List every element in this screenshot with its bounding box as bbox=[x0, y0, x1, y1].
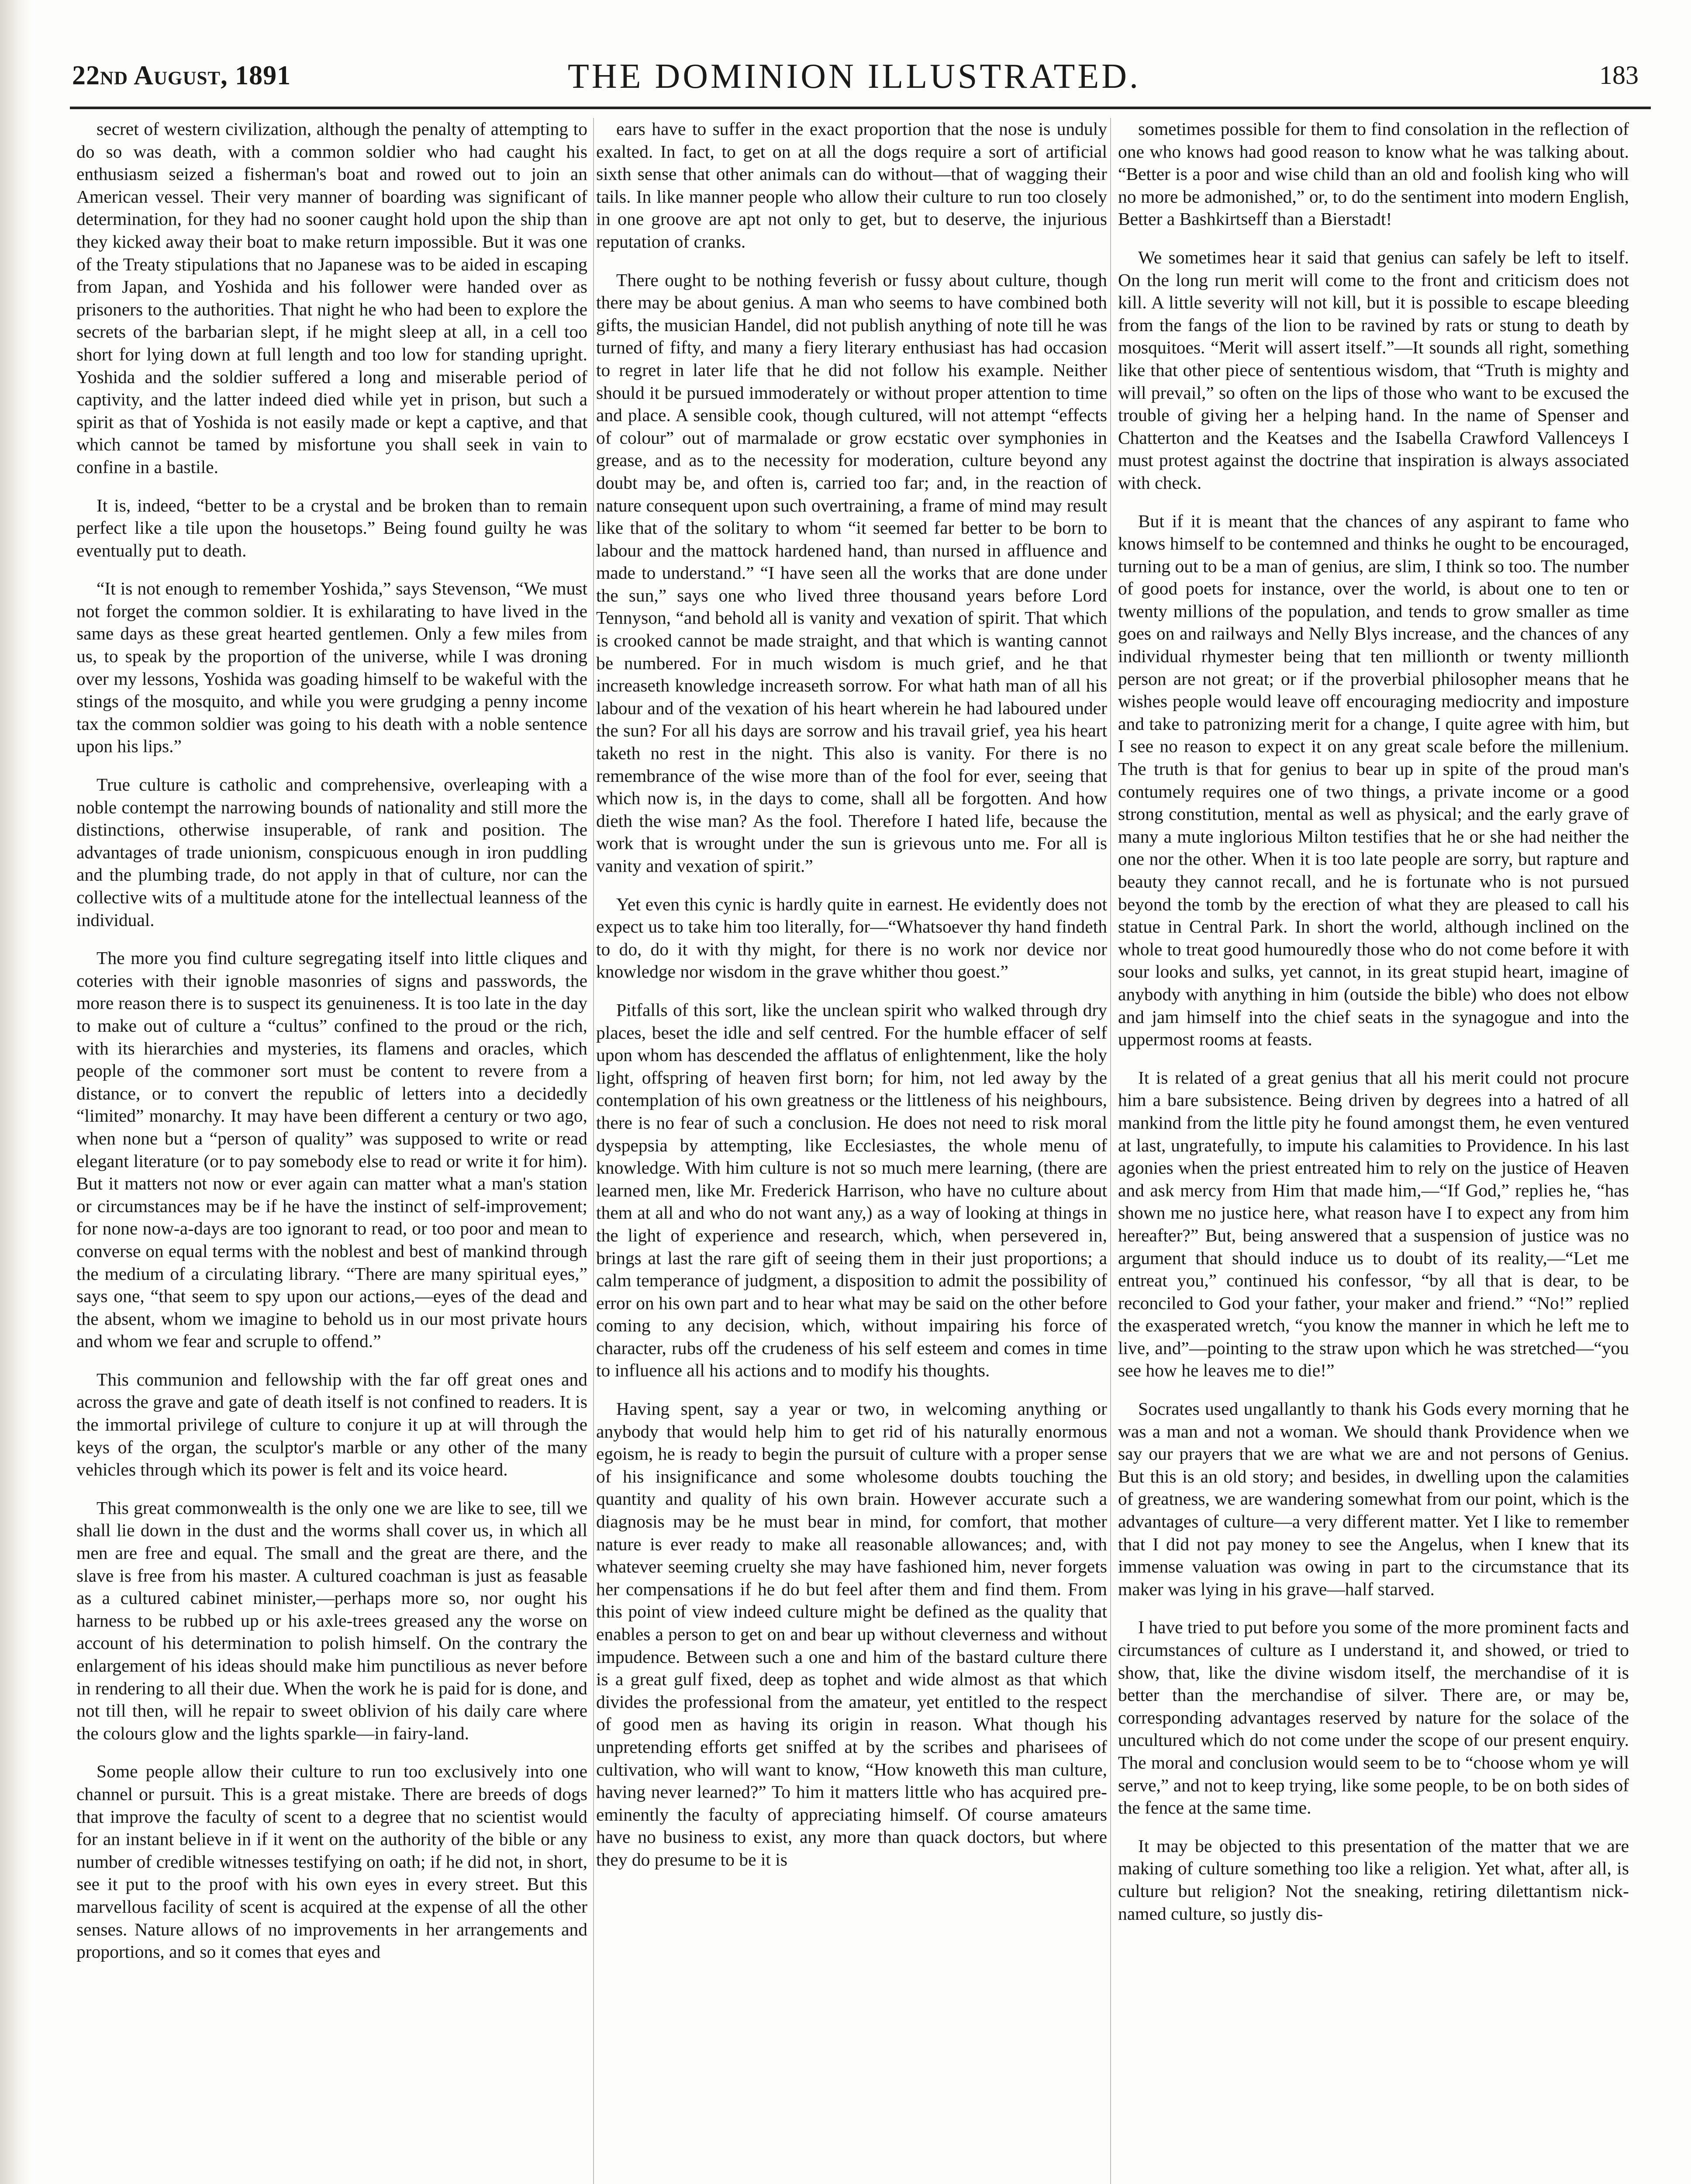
article-paragraph: But if it is meant that the chances of any aspirant to fame who knows himself to be contemned and thinks he ought to be encouraged, turning out to be a man of genius, are slim, I think so too. The number of good poets for instance, over the world, is about one to ten or twenty millions of the population, and tends to grow smaller as time goes on and railways and Nelly Blys increase, and the chances of any individual rhymester being that ten millionth or twenty millionth person are not great; or if the proverbial philosopher means that he wishes people would leave off encouraging mediocrity and imposture and take to patronizing merit for a change, I quite agree with him, but I see no reason to expect it on any great scale before the millenium. The truth is that for genius to bear up in spite of the proud man's contumely requires one of two things, a private income or a good strong constitution, mental as well as physical; and the early grave of many a mute inglorious Milton testifies that he or she had neither the one nor the other. When it is too late people are sorry, but rapture and beauty they cannot recall, and he is fortunate who is not pursued beyond the tomb by the erection of what they are pleased to call his statue in Central Park. In short the world, although inclined on the whole to treat good humouredly those who do not come before it with sour looks and sulks, yet cannot, in its great stupid heart, imagine of anybody with anything in him (outside the bible) who does not elbow and jam himself into the chief seats in the synagogue and into the uppermost rooms at feasts. bbox=[1118, 511, 1629, 1050]
article-paragraph: I have tried to put before you some of the more prominent facts and circumstances of culture as I understand it, and showed, or tried to show, that, like the divine wisdom itself, the merchandise of it is better than the merchandise of silver. There are, or may be, corresponding advantages reserved by nature for the solace of the uncultured which do not come under the scope of our present enquiry. The moral and conclusion would seem to be to “choose whom ye will serve,” and not to keep trying, like some people, to be on both sides of the fence at the same time. bbox=[1118, 1617, 1629, 1818]
publication-title: THE DOMINION ILLUSTRATED. bbox=[567, 57, 1141, 96]
article-paragraph: It is, indeed, “better to be a crystal and be broken than to remain perfect like a tile upon the housetops.” Being found guilty he was eventually put to death. bbox=[76, 495, 587, 560]
article-paragraph: Yet even this cynic is hardly quite in earnest. He evidently does not expect us to take him too literally, for—“Whatsoever thy hand findeth to do, do it with thy might, for there is no work nor device nor knowledge nor wisdom in the grave whither thou goest.” bbox=[596, 894, 1107, 982]
article-paragraph: It is related of a great genius that all his merit could not procure him a bare subsistence. Being driven by degrees into a hatred of all mankind from the little pity he found amongst them, he even ventured at last, ungratefully, to impute his calamities to Providence. In his last agonies when the priest entreated him to rely on the justice of Heaven and ask mercy from Him that made him,—“If God,” replies he, “has shown me no justice here, what reason have I to expect any from him hereafter?” But, being answered that a suspension of justice was no argument that should induce us to doubt of its reality,—“Let me entreat you,” continued his confessor, “by all that is dear, to be reconciled to God your father, your maker and friend.” “No!” replied the exasperated wretch, “you know the manner in which he left me to live, and”—pointing to the straw upon which he was stretched—“you see how he leaves me to die!” bbox=[1118, 1067, 1629, 1381]
article-paragraph: Some people allow their culture to run too exclusively into one channel or pursuit. This is a great mistake. There are breeds of dogs that improve the faculty of scent to a degree that no scientist would for an instant believe in if it went on the authority of the bible or any number of credible witnesses testifying on oath; if he did not, in short, see it put to the proof with his own eyes in every street. But this marvellous facility of scent is acquired at the expense of all the other senses. Nature allows of no improvements in her arrangements and proportions, and so it comes that eyes and bbox=[76, 1761, 587, 1962]
article-paragraph: This communion and fellowship with the far off great ones and across the grave and gate of death itself is not confined to readers. It is the immortal privilege of culture to conjure it up at will through the keys of the organ, the sculptor's marble or any other of the many vehicles through which its power is felt and its voice heard. bbox=[76, 1369, 587, 1480]
article-paragraph: “It is not enough to remember Yoshida,” says Stevenson, “We must not forget the common soldier. It is exhilarating to have lived in the same days as these great hearted gentlemen. Only a few miles from us, to speak by the proportion of the universe, while I was droning over my lessons, Yoshida was goading himself to be wakeful with the stings of the mosquito, and while you were grudging a penny income tax the common soldier was going to his death with a noble sentence upon his lips.” bbox=[76, 578, 587, 757]
article-paragraph: It may be objected to this presentation of the matter that we are making of culture something too like a religion. Yet what, after all, is culture but religion? Not the sneaking, retiring dilettantism nick-named culture, so justly dis- bbox=[1118, 1835, 1629, 1924]
column-divider bbox=[1110, 118, 1111, 2184]
running-header bbox=[31, 52, 1678, 105]
column-divider bbox=[593, 118, 594, 2184]
page-number: 183 bbox=[1599, 61, 1639, 90]
text-column-2 bbox=[596, 118, 1107, 1871]
article-paragraph: ears have to suffer in the exact proportion that the nose is unduly exalted. In fact, to get on at all the dogs require a sort of artificial sixth sense that other animals can do without—that of wagging their tails. In like manner people who allow their culture to run too closely in one groove are apt not only to get, but to deserve, the injurious reputation of cranks. bbox=[596, 119, 1107, 252]
text-column-1 bbox=[76, 118, 587, 1963]
page-binding-edge bbox=[0, 0, 31, 2184]
article-paragraph: The more you find culture segregating itself into little cliques and coteries with their ignoble masonries of signs and passwords, the more reason there is to suspect its genuineness. It is too late in the day to make out of culture a “cultus” confined to the proud or the rich, with its hierarchies and mysteries, its flamens and oracles, which people of the commoner sort must be content to revere from a distance, or to convert the republic of letters into a decidedly “limited” monarchy. It may have been different a century or two ago, when none but a “person of quality” was supposed to write or read elegant literature (or to pay somebody else to read or write it for him). But it matters not now or ever again can matter what a man's station or circumstances may be if he have the instinct of self-improvement; for none now-a-days are too ignorant to read, or too poor and mean to converse on equal terms with the noblest and best of mankind through the medium of a circulating library. “There are many spiritual eyes,” says one, “that seem to spy upon our actions,—eyes of the dead and the absent, whom we imagine to behold us in our most private hours and whom we fear and scruple to offend.” bbox=[76, 948, 587, 1351]
article-paragraph: Having spent, say a year or two, in welcoming anything or anybody that would help him to get rid of his naturally enormous egoism, he is ready to begin the pursuit of culture with a proper sense of his insignificance and some wholesome doubts touching the quantity and quality of his own brain. However accurate such a diagnosis may be he must bear in mind, for comfort, that mother nature is ever ready to make all reasonable allowances; and, with whatever seeming cruelty she may have fashioned him, never forgets her compensations if he do but feel after them and find them. From this point of view indeed culture might be defined as the quality that enables a person to get on and bear up without cleverness and without impudence. Between such a one and him of the bastard culture there is a great gulf fixed, deep as tophet and wide almost as that which divides the professional from the amateur, yet entitled to the respect of good men as having its origin in reason. What though his unpretending efforts get sniffed at by the scribes and pharisees of cultivation, who will want to know, “How knoweth this man culture, having never learned?” To him it matters little who has acquired pre-eminently the faculty of appreciating himself. Of course amateurs have no business to exist, any more than quack doctors, but where they do presume to be it is bbox=[596, 1399, 1107, 1870]
text-column-3 bbox=[1118, 118, 1629, 1925]
article-paragraph: This great commonwealth is the only one we are like to see, till we shall lie down in the dust and the worms shall cover us, in which all men are free and equal. The small and the great are there, and the slave is free from his master. A cultured coachman is just as feasable as a cultured cabinet minister,—perhaps more so, nor ought his harness to be rubbed up or his axle-trees greased any the worse on account of his determination to polish himself. On the contrary the enlargement of his ideas should make him punctilious as never before in rendering to all their due. When the work he is paid for is done, and not till then, will he repair to sweet oblivion of his daily care where the colours glow and the lights sparkle—in fairy-land. bbox=[76, 1497, 587, 1743]
article-paragraph: Socrates used ungallantly to thank his Gods every morning that he was a man and not a woman. We should thank Providence when we say our prayers that we are what we are and not persons of Genius. But this is an old story; and besides, in dwelling upon the calamities of greatness, we are wandering somewhat from our point, which is the advantages of culture—a very different matter. Yet I like to remember that I did not pay money to see the Angelus, when I knew that its immense valuation was owing in part to the circumstance that its maker was lying in his grave—half starved. bbox=[1118, 1399, 1629, 1599]
article-paragraph: Pitfalls of this sort, like the unclean spirit who walked through dry places, beset the idle and self centred. For the humble effacer of self upon whom has descended the afflatus of enlightenment, like the holy light, offspring of heaven first born; for him, not led away by the contemplation of his own greatness or the littleness of his neighbours, there is no fear of such a conclusion. He does not need to risk moral dyspepsia by attempting, like Ecclesiastes, the whole menu of knowledge. With him culture is not so much mere learning, (there are learned men, like Mr. Frederick Harrison, who have no culture about them at all and who do not want any,) as a way of looking at things in the light of experience and research, which, when persevered in, brings at last the rare gift of seeing them in their just proportions; a calm temperance of judgment, a disposition to admit the possibility of error on his own part and to hear what may be said on the other before coming to any decision, which, without impairing his force of character, rubs off the crudeness of his self esteem and comes in time to influence all his actions and to modify his thoughts. bbox=[596, 999, 1107, 1381]
issue-date: 22nd August, 1891 bbox=[72, 61, 291, 90]
article-paragraph: We sometimes hear it said that genius can safely be left to itself. On the long run merit will come to the front and criticism does not kill. A little severity will not kill, but it is possible to escape bleeding from the fangs of the lion to be ravined by rats or stung to death by mosquitoes. “Merit will assert itself.”—It sounds all right, something like that other piece of sententious wisdom, that “Truth is mighty and will prevail,” so often on the lips of those who want to be excused the trouble of giving her a helping hand. In the name of Spenser and Chatterton and the Keatses and the Isabella Crawford Vallenceys I must protest against the doctrine that inspiration is always associated with check. bbox=[1118, 247, 1629, 493]
header-rule bbox=[70, 107, 1651, 109]
article-paragraph: secret of western civilization, although the penalty of attempting to do so was death, with a common soldier who had caught his enthusiasm seized a fisherman's boat and rowed out to join an American vessel. Their very manner of boarding was significant of determination, for they had no sooner caught hold upon the ship than they kicked away their boat to make return impossible. But it was one of the Treaty stipulations that no Japanese was to be aided in escaping from Japan, and Yoshida and his follower were handed over as prisoners to the authorities. That night he who had been to explore the secrets of the barbarian slept, if he might sleep at all, in a cell too short for lying down at full length and too low for standing upright. Yoshida and the soldier suffered a long and miserable period of captivity, and the latter indeed died while yet in prison, but such a spirit as that of Yoshida is not easily made or kept a captive, and that which cannot be tamed by misfortune you shall seek in vain to confine in a bastile. bbox=[76, 119, 587, 477]
article-paragraph: sometimes possible for them to find consolation in the reflection of one who knows had good reason to know what he was talking about. “Better is a poor and wise child than an old and foolish king who will no more be admonished,” or, to do the sentiment into modern English, Better a Bashkirtseff than a Bierstadt! bbox=[1118, 119, 1629, 229]
article-paragraph: True culture is catholic and comprehensive, overleaping with a noble contempt the narrowing bounds of nationality and still more the distinctions, otherwise insuperable, of rank and position. The advantages of trade unionism, conspicuous enough in iron puddling and the plumbing trade, do not apply in that of culture, nor can the collective wits of a multitude atone for the intellectual leanness of the individual. bbox=[76, 774, 587, 930]
article-paragraph: There ought to be nothing feverish or fussy about culture, though there may be about genius. A man who seems to have combined both gifts, the musician Handel, did not publish anything of note till he was turned of fifty, and many a fiery literary enthusiast has had occasion to regret in later life that he did not follow his example. Neither should it be pursued immoderately or without proper attention to time and place. A sensible cook, though cultured, will not attempt “effects of colour” out of marmalade or grow ecstatic over symphonies in grease, and as to the necessity for moderation, culture beyond any doubt may be, and often is, carried too far; and, in the reaction of nature consequent upon such overtraining, a frame of mind may result like that of the solitary to whom “it seemed far better to be born to labour and the mattock hardened hand, than nursed in affluence and made to understand.” “I have seen all the works that are done under the sun,” says one who lived three thousand years before Lord Tennyson, “and behold all is vanity and vexation of spirit. That which is crooked cannot be made straight, and that which is wanting cannot be numbered. For in much wisdom is much grief, and he that increaseth knowledge increaseth sorrow. For what hath man of all his labour and of the vexation of his heart wherein he had laboured under the sun? For all his days are sorrow and his travail grief, yea his heart taketh no rest in the night. This also is vanity. For there is no remembrance of the wise more than of the fool for ever, seeing that which now is, in the days to come, shall all be forgotten. And how dieth the wise man? As the fool. Therefore I hated life, because the work that is wrought under the sun is grievous unto me. For all is vanity and vexation of spirit.” bbox=[596, 270, 1107, 876]
